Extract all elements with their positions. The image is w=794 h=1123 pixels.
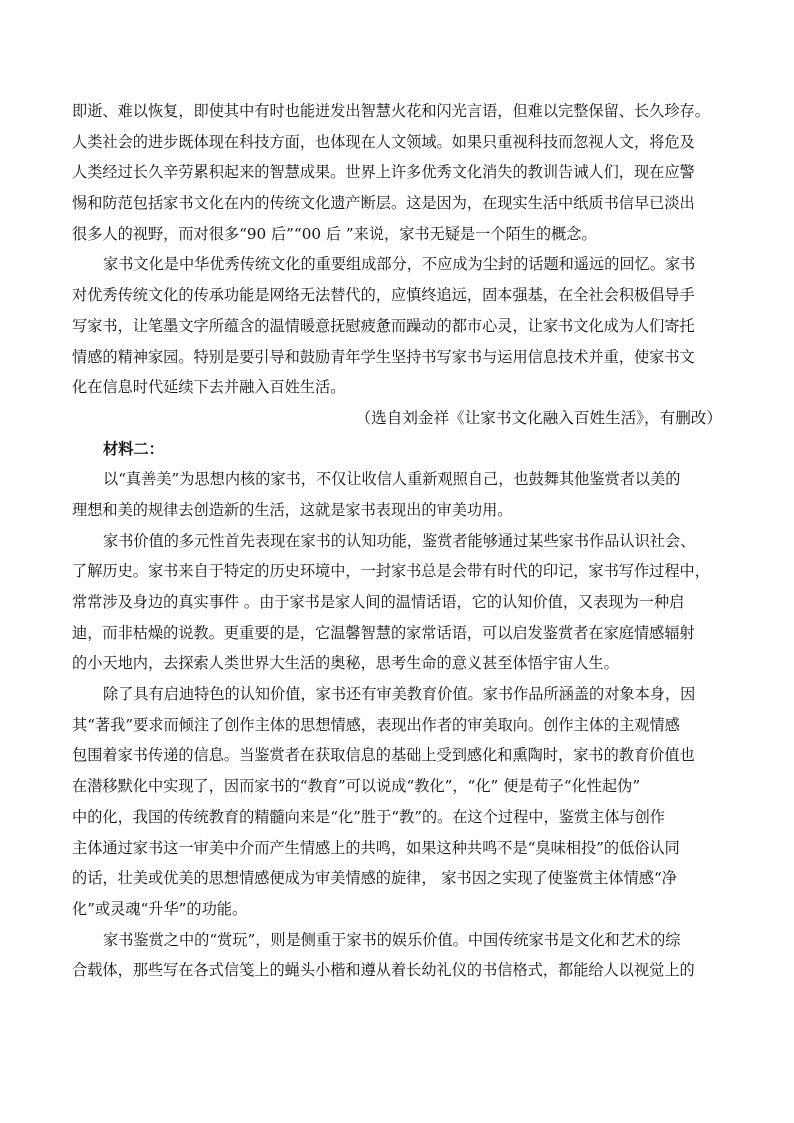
text-line: 家书文化是中华优秀传统文化的重要组成部分，不应成为尘封的话题和遥远的回忆。家书: [103, 255, 696, 274]
text-line: 包围着家书传递的信息。当鉴赏者在获取信息的基础上受到感化和熏陶时，家书的教育价值也: [72, 746, 695, 765]
text-line: 很多人的视野，而对很多“90 后”“00 后 ”来说，家书无疑是一个陌生的概念。: [72, 224, 597, 243]
text-line: 的小天地内，去探索人类世界大生活的奥秘，思考生命的意义甚至体悟宇宙人生。: [72, 654, 619, 673]
text-line: 其“著我”要求而倾注了创作主体的思想情感，表现出作者的审美取向。创作主体的主观情感: [72, 715, 680, 734]
text-line: 即逝、难以恢复，即使其中有时也能迸发出智慧火花和闪光言语，但难以完整保留、长久珍存。: [72, 102, 710, 120]
text-line: 除了具有启迪特色的认知价值，家书还有审美教育价值。家书作品所涵盖的对象本身，因: [103, 685, 696, 704]
text-line: 化”或灵魂“升华”的功能。: [72, 899, 248, 918]
text-line: 主体通过家书这一审美中介而产生情感上的共鸣，如果这种共鸣不是“臭味相投”的低俗认同: [72, 838, 680, 857]
text-line: 合载体，那些写在各式信笺上的蝇头小楷和遵从着长幼礼仪的书信格式，都能给人以视觉上的: [72, 961, 695, 980]
text-line: 人类经过长久辛劳累积起来的智慧成果。世界上许多优秀文化消失的教训告诫人们，现在应警: [72, 163, 695, 182]
source-citation: （选自刘金祥《让家书文化融入百姓生活》，有删改）: [355, 408, 722, 427]
material-one-paragraph: [72, 96, 722, 249]
text-line: 理想和美的规律去创造新的生活，这就是家书表现出的审美功用。: [72, 500, 513, 519]
text-line: 的话，壮美或优美的思想情感便成为审美情感的旋律， 家书因之实现了使鉴赏主体情感“净: [72, 869, 677, 888]
section-heading: 材料二：: [103, 439, 164, 458]
text-line: 惕和防范包括家书文化在内的传统文化遗产断层。这是因为，在现实生活中纸质书信早已淡出: [72, 194, 695, 213]
text-line: 写家书，让笔墨文字所蕴含的温情暖意抚慰疲惫而躁动的都市心灵，让家书文化成为人们寄托: [72, 316, 695, 335]
material-two-paragraph: [72, 464, 722, 525]
text-line: 中的化，我国的传统教育的精髓向来是“化”胜于“教”的。在这个过程中，鉴赏主体与创作: [72, 807, 665, 826]
material-one-paragraph: [72, 249, 722, 402]
text-line: 常常涉及身边的真实事件 。由于家书是家人间的温情话语，它的认知价值，又表现为一种启: [72, 593, 685, 611]
text-line: 情感的精神家园。特别是要引导和鼓励青年学生坚持书写家书与运用信息技术并重，使家书文: [72, 347, 695, 366]
material-two-paragraph: [72, 679, 722, 925]
document-body: [72, 96, 722, 986]
text-line: 以“真善美”为思想内核的家书，不仅让收信人重新观照自己，也鼓舞其他鉴赏者以美的: [103, 470, 681, 489]
material-two-paragraph: [72, 526, 722, 679]
material-two-paragraph: [72, 925, 722, 986]
text-line: 在潜移默化中实现了，因而家书的“教育”可以说成“教化”，“化” 便是荀子“化性起伪”: [72, 777, 641, 796]
text-line: 迪，而非枯燥的说教。更重要的是，它温馨智慧的家常话语，可以启发鉴赏者在家庭情感辐射: [72, 623, 695, 642]
text-line: 对优秀传统文化的传承功能是网络无法替代的，应慎终追远，固本强基，在全社会积极倡导手: [72, 286, 695, 305]
text-line: 了解历史。家书来自于特定的历史环境中，一封家书总是会带有时代的印记，家书写作过程中，: [72, 562, 710, 581]
text-line: 家书鉴赏之中的“赏玩”，则是侧重于家书的娱乐价值。中国传统家书是文化和艺术的综: [103, 930, 681, 949]
text-line: 人类社会的进步既体现在科技方面，也体现在人文领域。如果只重视科技而忽视人文，将危及: [72, 132, 695, 151]
text-line: 化在信息时代延续下去并融入百姓生活。: [72, 378, 346, 397]
text-line: 家书价值的多元性首先表现在家书的认知功能，鉴赏者能够通过某些家书作品认识社会、: [103, 531, 696, 550]
